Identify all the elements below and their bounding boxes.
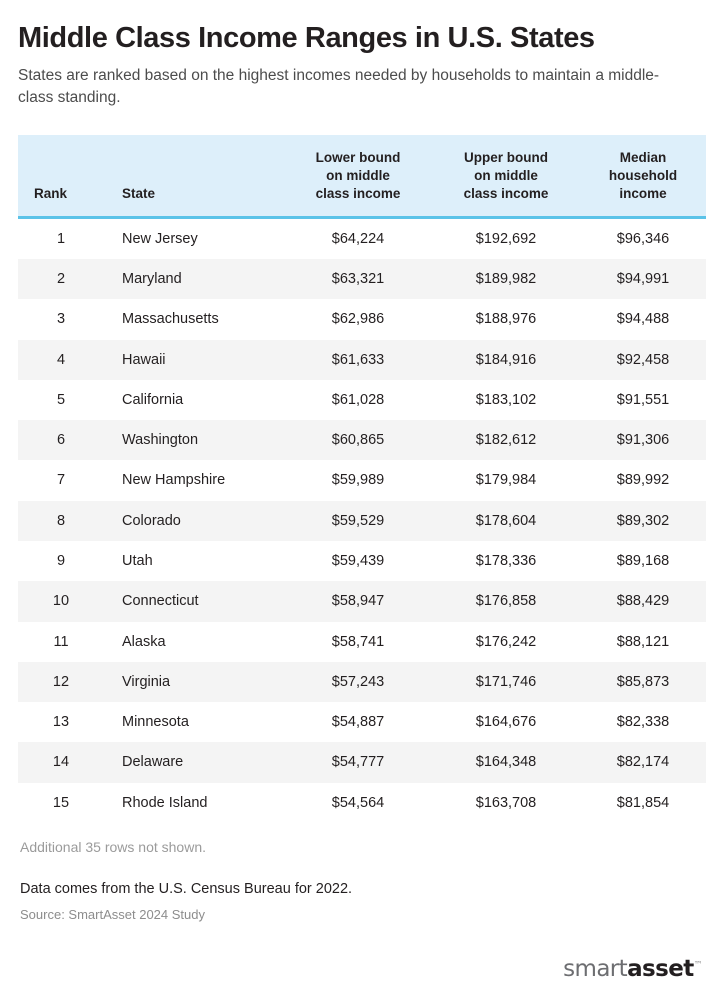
logo-text-asset: asset xyxy=(627,956,694,982)
cell-upper-bound: $178,604 xyxy=(475,512,537,529)
cell-rank: 2 xyxy=(56,271,66,288)
cell-upper-bound: $189,982 xyxy=(475,271,537,288)
cell-upper-bound: $176,858 xyxy=(475,593,537,610)
cell-rank: 15 xyxy=(52,794,70,811)
cell-state: Rhode Island xyxy=(122,794,208,811)
cell-upper-bound: $188,976 xyxy=(475,311,537,328)
logo-text-smart: smart xyxy=(563,956,628,982)
cell-state: Delaware xyxy=(122,754,184,771)
cell-state: Connecticut xyxy=(122,593,199,610)
column-header-median-line2: household xyxy=(608,167,678,183)
column-header-rank-label: Rank xyxy=(34,185,68,201)
cell-rank: 8 xyxy=(56,512,66,529)
cell-upper-bound: $184,916 xyxy=(475,351,537,368)
cell-median-income: $89,302 xyxy=(616,512,670,529)
cell-median-income: $85,873 xyxy=(616,673,670,690)
cell-lower-bound: $59,529 xyxy=(331,512,385,529)
cell-lower-bound: $61,633 xyxy=(331,351,385,368)
cell-upper-bound: $192,692 xyxy=(475,230,537,247)
table-row xyxy=(18,541,706,581)
column-header-upper-line2: on middle xyxy=(474,167,538,183)
table-row xyxy=(18,340,706,380)
column-header-lower-line2: on middle xyxy=(326,167,390,183)
cell-state: Massachusetts xyxy=(122,311,219,328)
cell-lower-bound: $62,986 xyxy=(331,311,385,328)
cell-median-income: $92,458 xyxy=(616,351,670,368)
column-header-median-line1: Median xyxy=(619,150,667,165)
table-row xyxy=(18,662,706,702)
column-header-median-line3: income xyxy=(619,185,667,201)
cell-state: Minnesota xyxy=(122,714,189,731)
column-header-state xyxy=(104,135,284,216)
table-row xyxy=(18,702,706,742)
income-table xyxy=(18,135,706,823)
table-header-row xyxy=(18,135,706,216)
column-header-median-income xyxy=(580,135,706,216)
cell-rank: 3 xyxy=(56,311,66,328)
table-row xyxy=(18,622,706,662)
cell-rank: 4 xyxy=(56,351,66,368)
cell-median-income: $91,306 xyxy=(616,432,670,449)
cell-lower-bound: $60,865 xyxy=(331,432,385,449)
cell-median-income: $81,854 xyxy=(616,794,670,811)
cell-upper-bound: $183,102 xyxy=(475,391,537,408)
cell-state: Maryland xyxy=(122,271,182,288)
cell-rank: 11 xyxy=(53,633,69,650)
cell-median-income: $89,168 xyxy=(616,552,670,569)
logo-trademark: ™ xyxy=(693,960,702,971)
cell-state: New Hampshire xyxy=(122,472,226,489)
cell-rank: 6 xyxy=(56,432,66,449)
cell-rank: 7 xyxy=(56,472,66,489)
cell-state: Alaska xyxy=(122,633,166,650)
cell-upper-bound: $164,348 xyxy=(475,754,537,771)
column-header-state-label: State xyxy=(122,185,156,201)
data-source-text: Data comes from the U.S. Census Bureau for 2022. xyxy=(20,880,353,897)
cell-lower-bound: $59,439 xyxy=(331,552,385,569)
column-header-upper-line1: Upper bound xyxy=(464,150,548,165)
cell-lower-bound: $63,321 xyxy=(331,271,385,288)
table-row xyxy=(18,501,706,541)
cell-rank: 14 xyxy=(52,754,70,771)
cell-upper-bound: $164,676 xyxy=(475,714,537,731)
table-row xyxy=(18,380,706,420)
cell-median-income: $91,551 xyxy=(616,391,670,408)
cell-lower-bound: $54,887 xyxy=(331,714,385,731)
cell-lower-bound: $61,028 xyxy=(331,391,385,408)
cell-state: New Jersey xyxy=(122,230,198,247)
cell-lower-bound: $54,564 xyxy=(331,794,385,811)
cell-median-income: $89,992 xyxy=(616,472,670,489)
table-row xyxy=(18,581,706,621)
table-body xyxy=(18,219,706,823)
cell-median-income: $94,488 xyxy=(616,311,670,328)
source-credit-text: Source: SmartAsset 2024 Study xyxy=(20,906,205,922)
column-header-upper-line3: class income xyxy=(463,185,549,201)
cell-upper-bound: $179,984 xyxy=(475,472,537,489)
cell-state: Colorado xyxy=(122,512,181,529)
column-header-upper-bound xyxy=(432,135,580,216)
cell-state: Washington xyxy=(122,432,199,449)
cell-median-income: $82,338 xyxy=(616,714,670,731)
cell-lower-bound: $58,741 xyxy=(331,633,385,650)
page-title: Middle Class Income Ranges in U.S. States xyxy=(18,22,595,54)
cell-median-income: $96,346 xyxy=(616,230,670,247)
cell-upper-bound: $171,746 xyxy=(475,673,537,690)
cell-rank: 13 xyxy=(52,714,70,731)
column-header-lower-line1: Lower bound xyxy=(315,150,401,165)
table-row xyxy=(18,420,706,460)
table-row xyxy=(18,460,706,500)
table-row xyxy=(18,219,706,259)
table-row xyxy=(18,299,706,339)
cell-rank: 10 xyxy=(52,593,70,610)
cell-lower-bound: $59,989 xyxy=(331,472,385,489)
cell-rank: 5 xyxy=(56,391,66,408)
cell-median-income: $88,429 xyxy=(616,593,670,610)
table-row xyxy=(18,259,706,299)
cell-upper-bound: $182,612 xyxy=(475,432,537,449)
table-header xyxy=(18,135,706,219)
truncation-note: Additional 35 rows not shown. xyxy=(20,838,206,855)
cell-state: Hawaii xyxy=(122,351,166,368)
cell-upper-bound: $178,336 xyxy=(475,552,537,569)
cell-lower-bound: $64,224 xyxy=(331,230,385,247)
cell-upper-bound: $163,708 xyxy=(475,794,537,811)
cell-lower-bound: $57,243 xyxy=(331,673,385,690)
cell-median-income: $82,174 xyxy=(616,754,670,771)
smartasset-logo xyxy=(563,956,702,982)
table-row xyxy=(18,783,706,823)
page-subtitle: States are ranked based on the highest incomes needed by households to maintain a middle-class standing. xyxy=(18,67,660,106)
cell-lower-bound: $58,947 xyxy=(331,593,385,610)
cell-state: California xyxy=(122,391,184,408)
cell-rank: 1 xyxy=(56,230,66,247)
cell-upper-bound: $176,242 xyxy=(475,633,537,650)
column-header-lower-line3: class income xyxy=(315,185,401,201)
cell-state: Virginia xyxy=(122,673,171,690)
column-header-rank xyxy=(18,135,104,216)
cell-median-income: $88,121 xyxy=(616,633,670,650)
cell-state: Utah xyxy=(122,552,153,569)
cell-rank: 9 xyxy=(56,552,66,569)
cell-lower-bound: $54,777 xyxy=(331,754,385,771)
table-row xyxy=(18,742,706,782)
cell-median-income: $94,991 xyxy=(616,271,670,288)
column-header-lower-bound xyxy=(284,135,432,216)
cell-rank: 12 xyxy=(52,673,70,690)
footer xyxy=(20,881,704,922)
